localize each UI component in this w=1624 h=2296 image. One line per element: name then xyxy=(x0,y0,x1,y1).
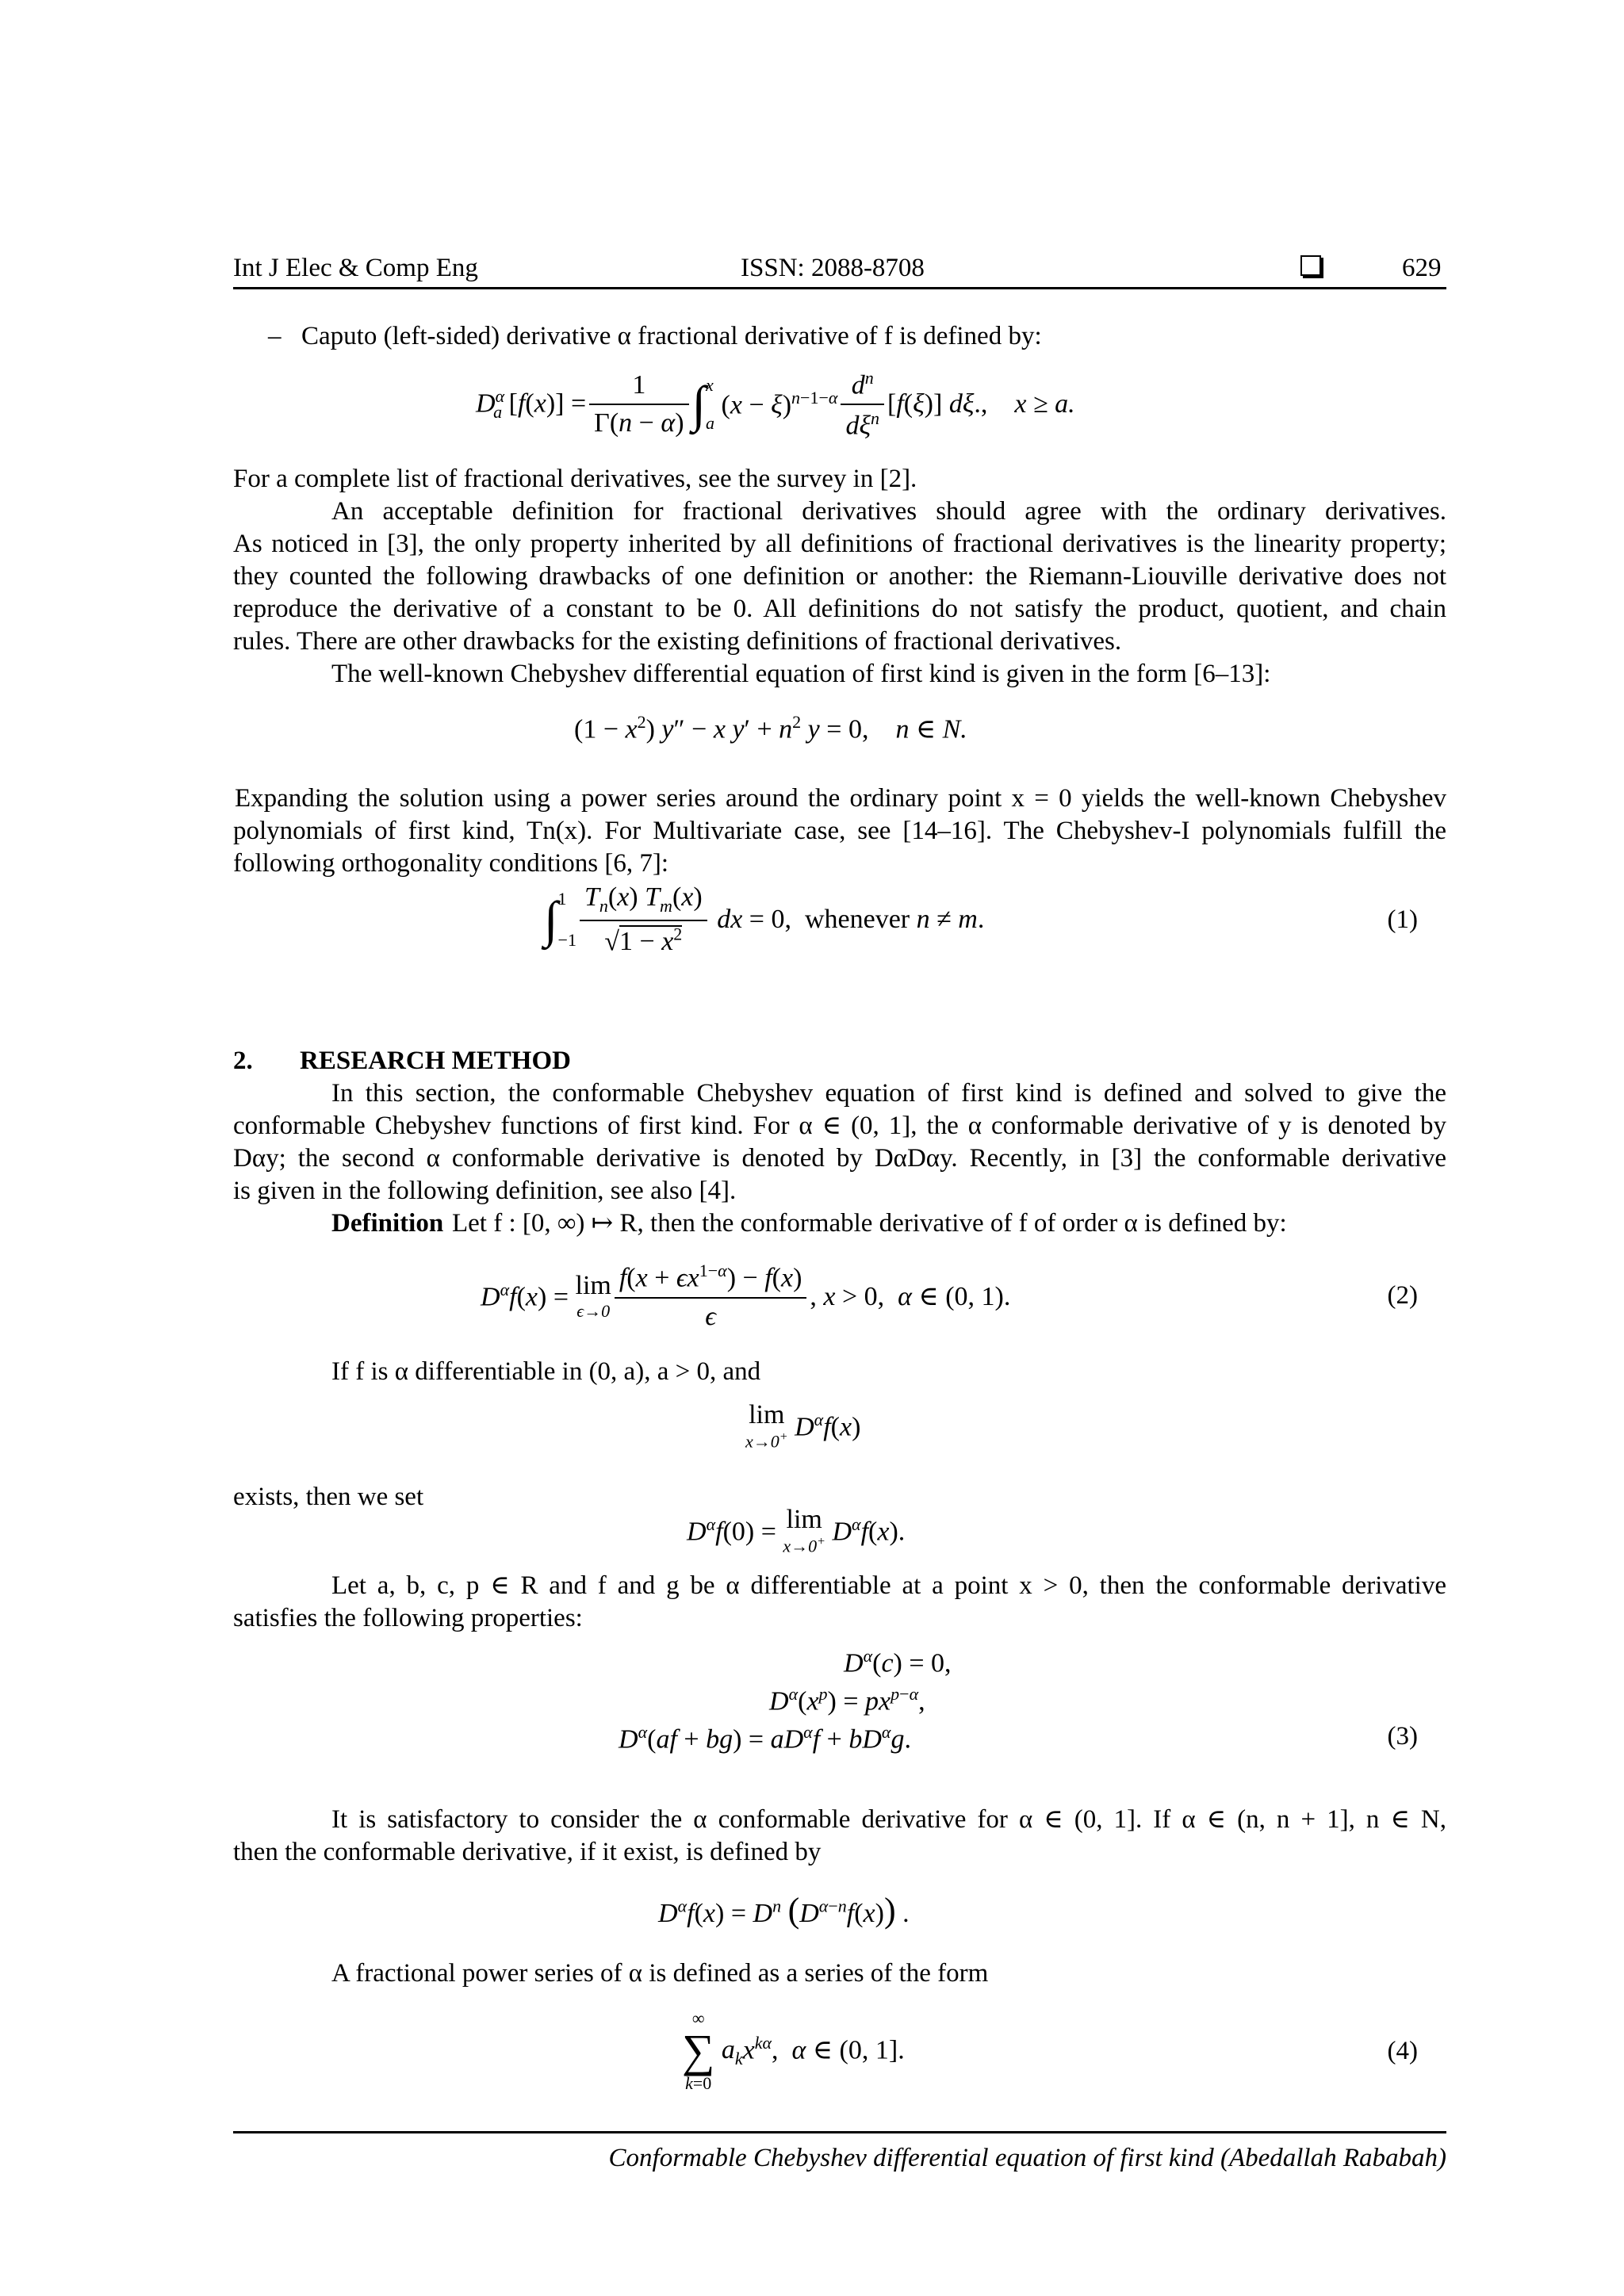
para-section-line-2: conformable Chebyshev functions of first kind. For α ∈ (0, 1], the α conformable derivative of y is denoted by xyxy=(233,1112,1446,1140)
para-expanding-line-3: following orthogonality conditions [6, 7]: xyxy=(233,849,669,878)
header-rule xyxy=(233,287,1446,289)
dash-bullet: – xyxy=(268,322,282,350)
footer-title: Conformable Chebyshev differential equation of first kind (Abedallah Rababah) xyxy=(608,2144,1446,2172)
para-acceptable-line-3: they counted the following drawbacks of one definition or another: the Riemann-Liouville derivative does not xyxy=(233,562,1446,591)
power-series-equation: ∞ ∑ k=0 $a_kx^{k\alpha}$, α ∈ (0, 1]. xyxy=(682,2008,905,2093)
definition-label: Definition xyxy=(331,1209,444,1238)
higher-order-definition: $D^\alpha f(x) = D^n$ $(D^{\alpha-n}f(x))$ . xyxy=(658,1891,910,1930)
header-journal: Int J Elec & Comp Eng xyxy=(233,254,478,282)
para-let-line-1: Let a, b, c, p ∈ R and f and g be α differentiable at a point x > 0, then the conformable derivative xyxy=(331,1571,1446,1600)
header-page-number: 629 xyxy=(1402,254,1442,282)
para-chebyshev-intro: The well-known Chebyshev differential equation of first kind is given in the form [6–13]: xyxy=(331,660,1271,688)
caputo-equation: $D^\alpha_a$ [f(x)] = $\frac{1}{\Gamma(n - \alpha)}$ ∫ x a $(x - \xi)^{n-1-\alpha}$ $\frac{d^n}{d\xi^n}$ [f(ξ)] dξ., x ≥ a. xyxy=(476,367,1075,441)
caputo-item: Caputo (left-sided) derivative α fractional derivative of f is defined by: xyxy=(301,322,1042,350)
para-acceptable-line-2: As noticed in [3], the only property inherited by all definitions of fractional derivatives is the linearity property; xyxy=(233,530,1446,558)
para-power-series: A fractional power series of α is defined as a series of the form xyxy=(331,1959,989,1988)
para-satisfactory-line-2: then the conformable derivative, if it exist, is defined by xyxy=(233,1838,822,1866)
para-section-line-4: is given in the following definition, see also [4]. xyxy=(233,1177,737,1205)
para-survey: For a complete list of fractional derivatives, see the survey in [2]. xyxy=(233,465,917,493)
chebyshev-condition: n ∈ N. xyxy=(895,714,967,744)
header-issn: ISSN: 2088-8708 xyxy=(741,254,925,282)
limit-expression: lim x→0+ $D^\alpha f(x)$ xyxy=(745,1400,861,1452)
para-acceptable-line-5: rules. There are other drawbacks for the existing definitions of fractional derivatives. xyxy=(233,627,1122,656)
section-number: 2. xyxy=(233,1047,253,1075)
definition-text: Let f : [0, ∞) ↦ R, then the conformable derivative of f of order α is defined by: xyxy=(452,1209,1287,1238)
property-linearity: $D^\alpha(af + bg) = aD^\alpha f + bD^\alpha g$. xyxy=(619,1722,911,1755)
orthogonality-equation: ∫ 1 −1 $\frac{T_n(x) T_m(x)}{√1 - x^2}$ dx = 0, whenever n ≠ m. xyxy=(544,882,985,957)
para-satisfactory-line-1: It is satisfactory to consider the α conformable derivative for α ∈ (0, 1]. If α ∈ (n, n + 1], n ∈ N, xyxy=(331,1805,1446,1834)
footer-rule xyxy=(233,2131,1446,2133)
equation-number-2: (2) xyxy=(1387,1281,1418,1310)
limit-definition-at-zero: $D^\alpha f(0)$ = lim x→0+ $D^\alpha f(x)$. xyxy=(687,1505,906,1556)
property-power: $D^\alpha(x^p) = px^{p-\alpha}$, xyxy=(769,1684,925,1716)
para-expanding-line-2: polynomials of first kind, Tn(x). For Multivariate case, see [14–16]. The Chebyshev-I polynomials fulfill the xyxy=(233,817,1446,845)
equation-number-4: (4) xyxy=(1387,2037,1418,2065)
para-acceptable-line-1: An acceptable definition for fractional derivatives should agree with the ordinary derivatives. xyxy=(331,497,1446,526)
equation-number-3: (3) xyxy=(1387,1722,1418,1751)
equation-number-1: (1) xyxy=(1387,905,1418,934)
para-exists: exists, then we set xyxy=(233,1483,424,1511)
para-let-line-2: satisfies the following properties: xyxy=(233,1604,583,1632)
conformable-definition-equation: $D^\alpha f(x)$ = lim ϵ→0 $\frac{f(x + \epsilon x^{1-\alpha}) - f(x)}{\epsilon}$ , x > 0, α ∈ (0, 1). xyxy=(481,1261,1011,1331)
para-section-line-3: Dαy; the second α conformable derivative is denoted by DαDαy. Recently, in [3] the conformable derivative xyxy=(233,1144,1446,1173)
eq1-whenever: whenever xyxy=(804,905,910,934)
para-acceptable-line-4: reproduce the derivative of a constant to be 0. All definitions do not satisfy the product, quotient, and chain xyxy=(233,595,1446,623)
para-expanding-line-1: Expanding the solution using a power series around the ordinary point x = 0 yields the well-known Chebyshev xyxy=(235,784,1446,813)
para-section-line-1: In this section, the conformable Chebyshev equation of first kind is defined and solved to give the xyxy=(331,1079,1446,1108)
property-constant: $D^\alpha(c) = 0$, xyxy=(844,1646,952,1678)
chebyshev-equation: $(1 - x^2)$ y″ − x $y' + n^2$ y = 0, n ∈ N. xyxy=(574,712,967,744)
caputo-condition: x ≥ a. xyxy=(1014,389,1075,419)
para-if: If f is α differentiable in (0, a), a > 0, and xyxy=(331,1357,761,1386)
square-icon xyxy=(1300,255,1321,276)
section-title: RESEARCH METHOD xyxy=(300,1047,571,1075)
